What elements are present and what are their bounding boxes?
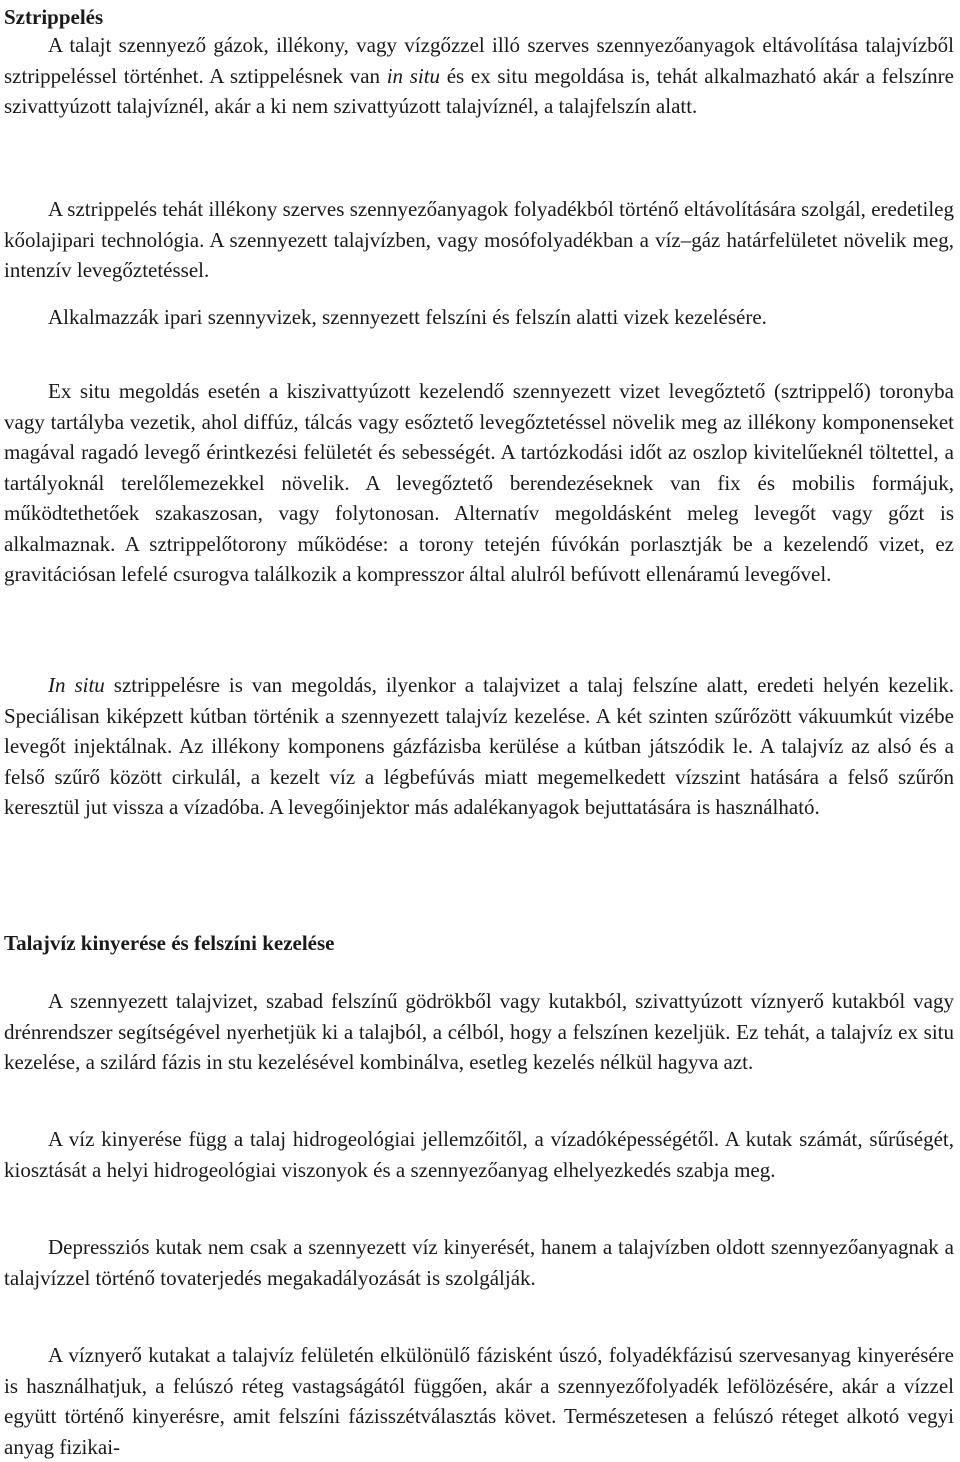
paragraph-groundwater-extraction: [4, 986, 954, 1078]
paragraph-stripping-purpose: [4, 194, 954, 286]
section-title-groundwater-extraction: Talajvíz kinyerése és felszíni kezelése: [4, 931, 335, 955]
paragraph-text: Alkalmazzák ipari szennyvizek, szennyezett felszíni és felszín alatti vizek kezelésére.: [48, 305, 767, 329]
italic-term: In situ: [48, 673, 105, 697]
paragraph-text: sztrippelésre is van megoldás, ilyenkor a talajvizet a talaj felszíne alatt, eredeti helyén kezelik. Speciálisan kiképzett kútban történik a szennyezett talajvíz kezelése. A két szinten szűrőzött vákuumkút vizébe levegőt injektálnak. Az illékony komponens gázfázisba kerülése a kútban játszódik le. A talajvíz az alsó és a felső szűrő között cirkulál, a kezelt víz a légbefúvás miatt megemelkedett vízszint hatására a felső szűrőn keresztül jut vissza a vízadóba. A levegőinjektor más adalékanyagok bejuttatására is használható.: [4, 673, 954, 819]
paragraph-text: A talajt szennyező gázok, illékony, vagy vízgőzzel illó szerves szennyezőanyagok eltávolítása talajvízből sztrippeléssel történhet. A sztippelésnek van: [4, 33, 954, 88]
paragraph-text: Ex situ megoldás esetén a kiszivattyúzott kezelendő szennyezett vizet levegőztető (sztrippelő) toronyba vagy tartályba vezetik, ahol diffúz, tálcás vagy esőztető levegőztetéssel növelik meg az illékony komponenseket magával ragadó levegő érintkezési felületét és sebességét. A tartózkodási időt az oszlop kivitelűeknél töltettel, a tartályoknál terelőlemezekkel növelik. A levegőztető berendezéseknek van fix és mobilis formájuk, működtethetőek szakaszosan, vagy folytonosan. Alternatív megoldásként meleg levegőt vagy gőzt is alkalmaznak. A sztrippelőtorony működése: a torony tetején fúvókán porlasztják be a kezelendő vizet, ez gravitációsan lefelé csurogva találkozik a kompresszor által alulról befúvott ellenáramú levegővel.: [4, 379, 954, 586]
paragraph-water-extraction-factors: [4, 1124, 954, 1185]
paragraph-text: és ex situ megoldása is, tehát alkalmazható akár a felszínre szivattyúzott talajvíznél, akár a ki nem szivattyúzott talajvíznél, a talajfelszín alatt.: [4, 63, 954, 118]
paragraph-depression-wells: [4, 1232, 954, 1293]
paragraph-ex-situ-stripping: [4, 376, 954, 590]
section-title-sztrippeles: Sztrippelés: [4, 5, 104, 29]
paragraph-text: A víz kinyerése függ a talaj hidrogeológiai jellemzőitől, a vízadóképességétől. A kutak számát, sűrűségét, kiosztását a helyi hidrogeológiai viszonyok és a szennyezőanyag elhelyezkedés szabja meg.: [4, 1127, 954, 1182]
paragraph-text: A szennyezett talajvizet, szabad felszínű gödrökből vagy kutakból, szivattyúzott víznyerő kutakból vagy drénrendszer segítségével nyerhetjük ki a talajból, a célból, hogy a felszínen kezeljük. Ez tehát, a talajvíz ex situ kezelése, a szilárd fázis in stu kezelésével kombinálva, esetleg kezelés nélkül hagyva azt.: [4, 989, 954, 1074]
paragraph-text: Depressziós kutak nem csak a szennyezett víz kinyerését, hanem a talajvízben oldott szennyezőanyagnak a talajvízzel történő tovaterjedés megakadályozását is szolgálják.: [4, 1235, 954, 1290]
paragraph-stripping-intro: [4, 30, 954, 122]
paragraph-text: A sztrippelés tehát illékony szerves szennyezőanyagok folyadékból történő eltávolítására szolgál, eredetileg kőolajipari technológia. A szennyezett talajvízben, vagy mosófolyadékban a víz–gáz határfelületet növelik meg, intenzív levegőztetéssel.: [4, 197, 954, 282]
paragraph-stripping-application: [4, 302, 954, 333]
paragraph-recovery-wells: [4, 1340, 954, 1462]
paragraph-text: A víznyerő kutakat a talajvíz felületén elkülönülő fázisként úszó, folyadékfázisú szervesanyag kinyerésére is használhatjuk, a felúszó réteg vastagságától függően, akár a szennyezőfolyadék lefölözésére, akár a vízzel együtt történő kinyerésre, amit felszíni fázisszétválasztás követ. Természetesen a felúszó réteget alkotó vegyi anyag fizikai-: [4, 1343, 954, 1459]
paragraph-in-situ-stripping: [4, 670, 954, 823]
italic-term: in situ: [386, 63, 441, 88]
